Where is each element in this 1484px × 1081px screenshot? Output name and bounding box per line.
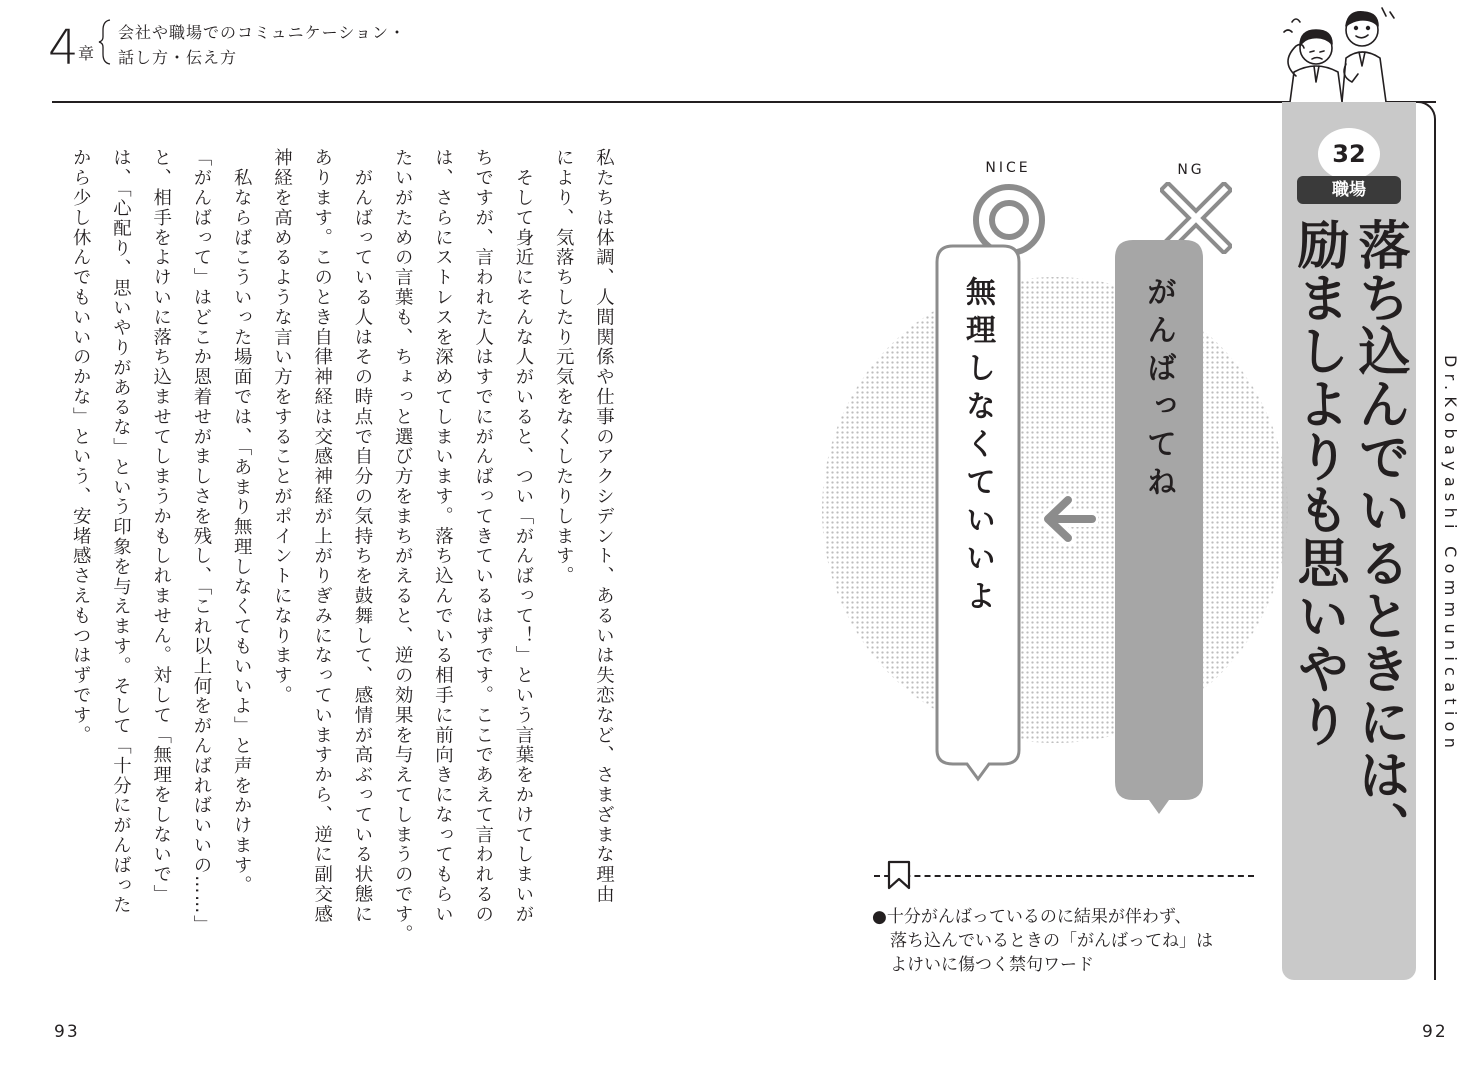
note-line: ●十分がんばっているのに結果が伴わず、 (872, 907, 1192, 927)
chapter-title (118, 20, 406, 70)
body-column: ちですが、言われた人はすでにがんばってきているはずです。ここであえて言われるの (472, 148, 494, 925)
nice-label: NICE (985, 160, 1031, 176)
body-column: と、相手をよけいに落ち込ませてしまうかもしれません。対して「無理をしないで」 (150, 148, 172, 905)
chapter-brace-icon (98, 18, 112, 66)
body-column: そして身近にそんな人がいると、つい「がんばって！」という言葉をかけてしまいが (513, 148, 534, 925)
nice-phrase: 無理しなくていいよ (960, 276, 995, 618)
body-text (60, 148, 624, 1008)
note-text (872, 905, 1272, 977)
chapter-number: 4 (48, 20, 77, 76)
item-number-badge: 32 (1318, 128, 1380, 180)
body-column: により、気落ちしたり元気をなくしたりします。 (553, 148, 575, 586)
series-label: Dr.Kobayashi Communication (1441, 355, 1460, 755)
body-column: から少し休んでもいいのかな」という、安堵感さえもつはずです。 (70, 148, 92, 745)
body-column: 「がんばって」はどこか恩着せがましさを残し、「これ以上何をがんばればいいの……」 (191, 148, 212, 935)
chapter-suffix: 章 (78, 44, 95, 63)
body-column: は、「心配り、思いやりがあるな」という印象を与えます。そして「十分にがんばった (110, 148, 132, 915)
note-line: よけいに傷つく禁句ワード (890, 955, 1094, 975)
page-number-left: 93 (54, 1022, 80, 1042)
doctor-characters-illustration (1262, 2, 1412, 102)
body-column: 私ならばこういった場面では、「あまり無理しなくてもいいよ」と声をかけます。 (231, 148, 253, 895)
body-column: あります。このとき自律神経は交感神経が上がりぎみになっていますから、逆に副交感 (311, 148, 333, 925)
note-divider (874, 875, 1254, 877)
body-column: がんばっている人はその時点で自分の気持ちを鼓舞して、感情が高ぶっている状態に (352, 148, 373, 925)
note-line: 落ち込んでいるときの「がんばってね」は (890, 931, 1213, 951)
body-column: 神経を高めるような言い方をすることがポイントになります。 (271, 148, 293, 706)
category-badge: 職場 (1297, 176, 1401, 204)
body-column: たいがための言葉も、ちょっと選び方をまちがえると、逆の効果を与えてしまうのです。 (392, 148, 414, 944)
chapter-title-line: 会社や職場でのコミュニケーション・ (118, 23, 407, 42)
ng-label: NG (1177, 162, 1205, 178)
body-column: 私たちは体調、人間関係や仕事のアクシデント、あるいは失恋など、さまざまな理由 (593, 148, 615, 905)
item-title-line: 落ち込んでいるときには、 (1349, 218, 1409, 854)
page-right-border (1434, 120, 1436, 980)
bookmark-icon (886, 860, 912, 890)
body-column: は、さらにストレスを深めてしまいます。落ち込んでいる相手に前向きになってもらい (432, 148, 454, 925)
left-arrow-icon (1040, 494, 1098, 544)
item-title-line: 励ましよりも思いやり (1288, 218, 1348, 748)
page-number-right: 92 (1422, 1022, 1448, 1042)
chapter-title-line: 話し方・伝え方 (118, 48, 238, 67)
ng-phrase: がんばってね (1141, 276, 1176, 504)
header-rule (52, 101, 1436, 103)
